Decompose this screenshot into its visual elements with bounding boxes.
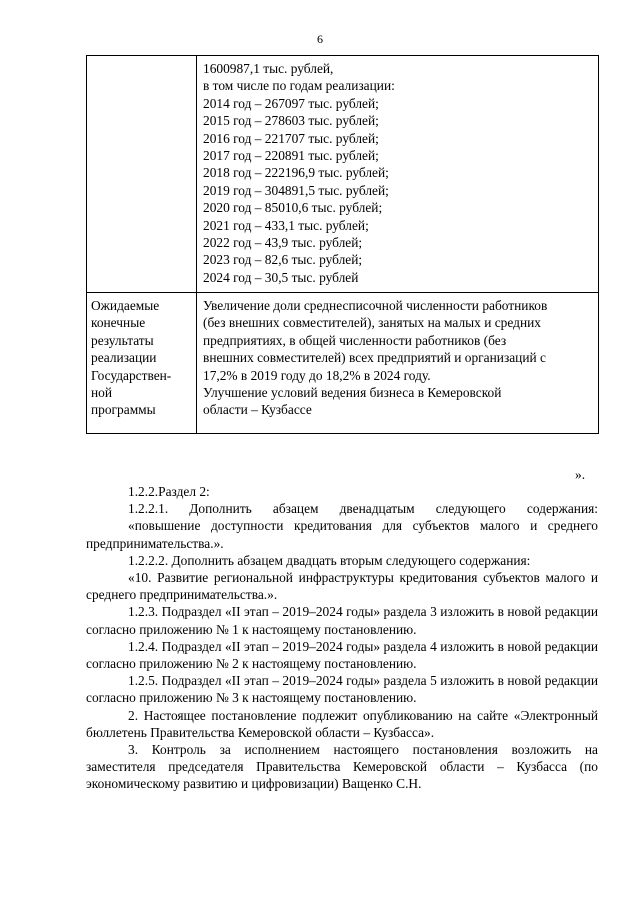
expected-results-text: [197, 293, 599, 434]
paragraph: 3. Контроль за исполнением настоящего постановления возложить на заместителя председателя Правительства Кемеровской области – Кузбасса (по экономическому развитию и цифровизации) Ващенко С.Н.: [86, 742, 598, 792]
result-line: внешних совместителей) всех предприятий и организаций с: [203, 350, 546, 366]
funding-line: 2017 год – 220891 тыс. рублей;: [203, 148, 379, 164]
funding-line: 2018 год – 222196,9 тыс. рублей;: [203, 165, 389, 181]
result-line: области – Кузбассе: [203, 402, 312, 418]
label-line: конечные: [91, 315, 146, 331]
table-row: [87, 56, 599, 293]
funding-line: 2014 год – 267097 тыс. рублей;: [203, 95, 379, 111]
document-body: [86, 483, 598, 793]
label-line: Ожидаемые: [91, 298, 160, 313]
funding-line: в том числе по годам реализации:: [203, 78, 395, 94]
funding-line: 1600987,1 тыс. рублей,: [203, 61, 334, 76]
label-line: результаты: [91, 332, 154, 348]
result-line: предприятиях, в общей численности работников (без: [203, 332, 507, 348]
row-label-empty: [87, 56, 197, 293]
paragraph: 1.2.3. Подраздел «II этап – 2019–2024 годы» раздела 3 изложить в новой редакции согласно приложению № 1 к настоящему постановлению.: [86, 604, 598, 637]
funding-cell: [197, 56, 599, 293]
table-closing-quote: ».: [575, 467, 586, 482]
funding-line: 2016 год – 221707 тыс. рублей;: [203, 130, 379, 146]
funding-line: 2019 год – 304891,5 тыс. рублей;: [203, 182, 389, 198]
expected-results-label: [87, 293, 197, 434]
funding-line: 2015 год – 278603 тыс. рублей;: [203, 113, 379, 129]
funding-line: 2023 год – 82,6 тыс. рублей;: [203, 252, 363, 268]
page-number: 6: [317, 32, 323, 46]
label-line: реализации: [91, 350, 157, 366]
label-line: Государствен-: [91, 367, 172, 383]
paragraph: 2. Настоящее постановление подлежит опубликованию на сайте «Электронный бюллетень Правительства Кемеровской области – Кузбасса».: [86, 707, 598, 740]
funding-line: 2020 год – 85010,6 тыс. рублей;: [203, 200, 383, 216]
result-line: Улучшение условий ведения бизнеса в Кемеровской: [203, 385, 502, 401]
paragraph: «10. Развитие региональной инфраструктуры кредитования субъектов малого и среднего предпринимательства.».: [86, 570, 598, 603]
paragraph: 1.2.4. Подраздел «II этап – 2019–2024 годы» раздела 4 изложить в новой редакции согласно приложению № 2 к настоящему постановлению.: [86, 638, 598, 672]
program-passport-table: [86, 55, 599, 434]
result-line: Увеличение доли среднесписочной численности работников: [203, 298, 548, 313]
paragraph: 1.2.2.1. Дополнить абзацем двенадцатым следующего содержания:: [128, 501, 598, 517]
table-row: [87, 293, 599, 434]
label-line: программы: [91, 402, 156, 418]
funding-line: 2021 год – 433,1 тыс. рублей;: [203, 217, 369, 233]
paragraph: 1.2.5. Подраздел «II этап – 2019–2024 годы» раздела 5 изложить в новой редакции согласно приложению № 3 к настоящему постановлению.: [86, 673, 598, 706]
label-line: ной: [91, 385, 113, 401]
paragraph: «повышение доступности кредитования для субъектов малого и среднего предпринимательства.».: [86, 518, 598, 551]
result-line: (без внешних совместителей), занятых на малых и средних: [203, 315, 541, 331]
funding-line: 2024 год – 30,5 тыс. рублей: [203, 269, 359, 285]
paragraph: 1.2.2.Раздел 2:: [128, 484, 210, 499]
paragraph: 1.2.2.2. Дополнить абзацем двадцать вторым следующего содержания:: [128, 552, 531, 568]
funding-line: 2022 год – 43,9 тыс. рублей;: [203, 235, 363, 251]
result-line: 17,2% в 2019 году до 18,2% в 2024 году.: [203, 367, 431, 383]
